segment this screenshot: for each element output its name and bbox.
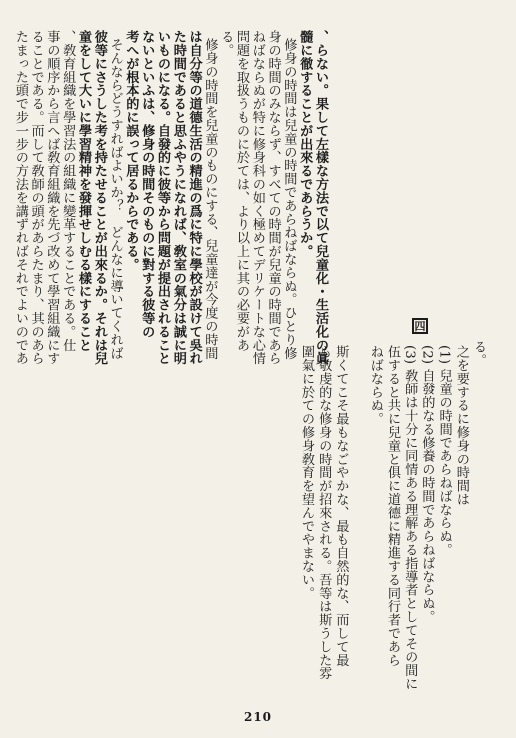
text-column: 身の時間のみならず、すべての時間が兒童の時間であら	[265, 30, 281, 365]
text-column: 、らない。果して左樣な方法で以て兒童化・生活化の眞	[313, 30, 328, 365]
text-column: た時間であると思ふやうになれば、敎室の氣分は誠に明	[170, 30, 186, 365]
text-column: ないといふは、修身の時間そのものに對する彼等の	[139, 30, 155, 339]
text-column: ねばならぬが特に修身科の如く極めてデリケートな心情	[249, 30, 265, 365]
text-column: 髓に徹することが出來るであらうか。	[297, 30, 313, 258]
text-column: ることである。而して敎師の頭があらたまり、其のあら	[28, 30, 44, 365]
text-column: (1) 兒童の時間であらねばならぬ。	[436, 345, 452, 557]
text-column: 、敎育組織を學習法の組織に變革することである。仕	[60, 30, 76, 352]
text-column: 考へが根本的に誤って居るからである。	[123, 30, 139, 272]
text-column: 修身の時間は兒童の時間であらねばならぬ。ひとり修	[281, 38, 297, 360]
text-column: は自分等の道德生活の精進の爲に特に學校が設けて吳れ	[186, 30, 202, 365]
text-column: 童をして大いに學習精神を發揮せしむる樣にすること	[76, 30, 91, 352]
text-column: 之を要するに修身の時間は	[453, 345, 469, 506]
section-number-four: 四	[412, 318, 428, 334]
text-column: いものになる。自發的に彼等から問題が提出されること	[155, 30, 170, 365]
text-column: (3) 敎師は十分に同情ある理解ある指導者としてその間に	[402, 345, 418, 690]
text-column: 伍すると共に兒童と俱に道德に精進する同行者であら	[385, 345, 400, 667]
text-column: そんならどうすればよいか？ どんなに導いてくれば	[107, 38, 123, 360]
text-column: る。	[218, 30, 234, 57]
text-column: 修身の時間を兒童のものにする、兒童達が今度の時間	[202, 38, 218, 360]
text-column: 彼等にさうした考を持たせることが出來るか。それは兒	[91, 30, 107, 365]
text-column: も敬虔的な修身の時間が招來される。吾等は斯うした雰	[316, 345, 332, 680]
text-column: 斯くてこそ最もなごやかな、最も自然的な、而して最	[333, 345, 349, 667]
page-number: 210	[243, 710, 273, 724]
text-column: たまった頭で步一步の方法を講ずればそれでよいのであ	[12, 30, 28, 365]
text-column: 圍氣に於ての修身敎育を望んでやまない。	[299, 345, 314, 600]
text-column: (2) 自發的なる修養の時間であらねばならぬ。	[419, 345, 435, 624]
text-column: ねばならぬ。	[367, 345, 383, 426]
text-column: 問題を取扱うものに於ては、より以上に其の必要があ	[234, 30, 249, 352]
text-column: る。	[471, 340, 486, 367]
text-column: 事の順序から言へば敎育組織を先づ改めて學習組織にす	[44, 30, 60, 365]
